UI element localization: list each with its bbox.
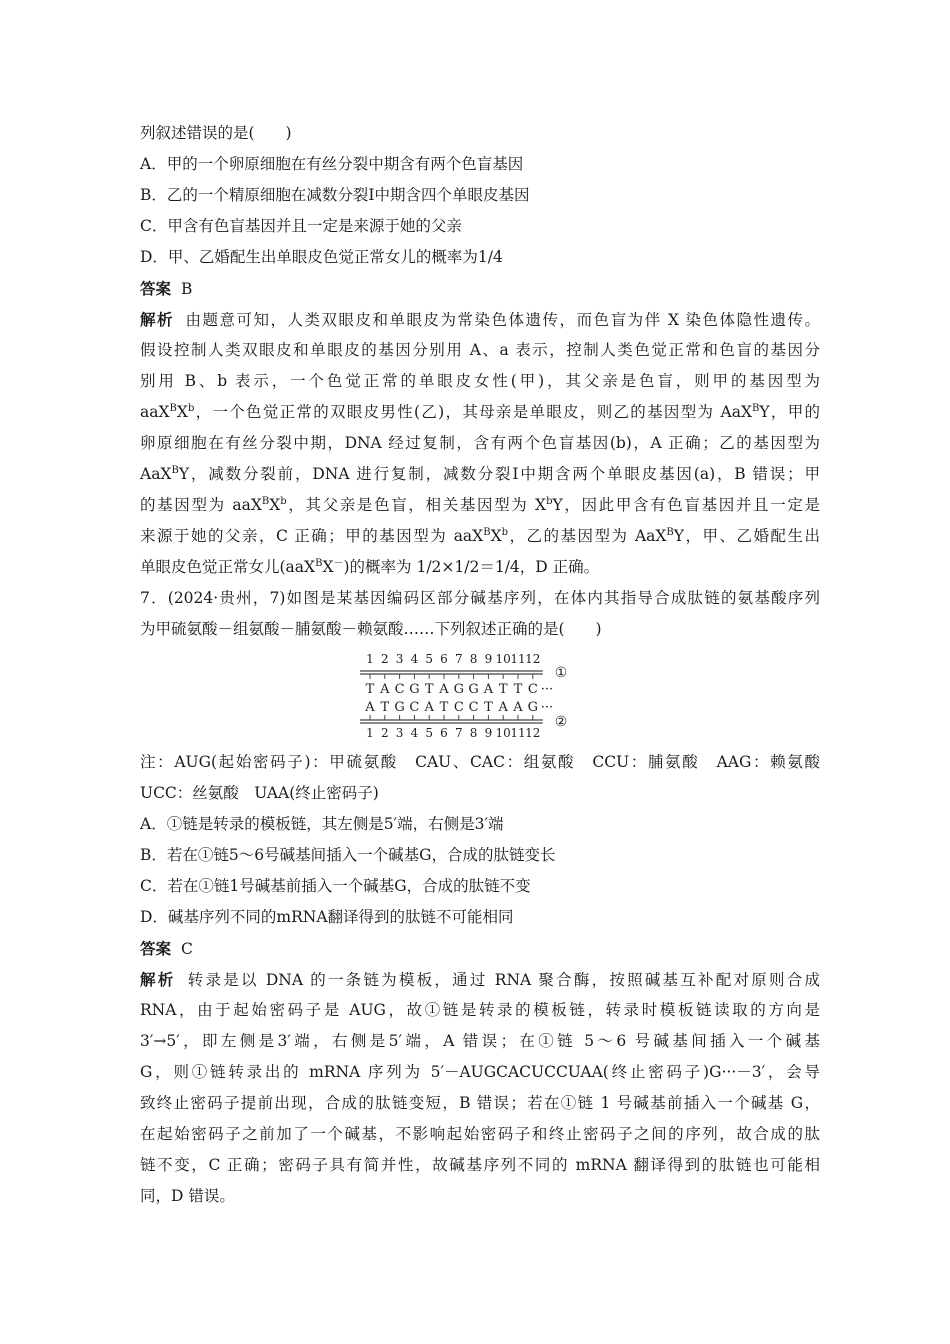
q7-note-line-1: 注：AUG(起始密码子)：甲硫氨酸 CAU、CAC：组氨酸 CCU：脯氨酸 AAG：赖氨酸 bbox=[140, 753, 820, 771]
strand-2-base: A bbox=[498, 700, 508, 715]
strand-2-base: T bbox=[484, 700, 493, 715]
document-page bbox=[140, 118, 820, 1212]
strand-2-base: G bbox=[394, 700, 405, 715]
q7-analysis-line-6: 在起始密码子之前加了一个碱基，不影响起始密码子和终止密码子之间的序列，故合成的肽 bbox=[140, 1125, 820, 1143]
strand-1-base: A bbox=[439, 682, 449, 697]
strand-1-base: T bbox=[498, 682, 508, 697]
strand-1-base: T bbox=[424, 682, 434, 697]
position-number: 2 bbox=[380, 726, 389, 740]
strand-2-label: ② bbox=[554, 714, 568, 730]
q7-option-a: A．①链是转录的模板链，其左侧是5′端，右侧是3′端 bbox=[140, 815, 504, 833]
strand-1-base: A bbox=[483, 682, 494, 697]
q6-answer bbox=[140, 273, 820, 304]
answer-value: B bbox=[181, 280, 193, 298]
dna-strands-figure bbox=[360, 649, 610, 743]
q6-option-b: B．乙的一个精原细胞在减数分裂Ⅰ中期含四个单眼皮基因 bbox=[140, 186, 530, 204]
q6-analysis-line-3: 别用 B、b 表示，一个色觉正常的单眼皮女性(甲)，其父亲是色盲，则甲的基因型为 bbox=[140, 372, 820, 390]
position-number: 12 bbox=[525, 726, 541, 740]
strand-1-base: G bbox=[468, 682, 479, 697]
q6-analysis-line-6: AaX$^B$Y，减数分裂前，DNA 进行复制，减数分裂Ⅰ中期含两个单眼皮基因(a)，B 错误；甲 bbox=[140, 464, 820, 483]
q6-analysis-line-2: 假设控制人类双眼皮和单眼皮的基因分别用 A、a 表示，控制人类色觉正常和色盲的基因分 bbox=[140, 341, 820, 359]
strand-2-base: C bbox=[468, 700, 479, 715]
q7-option-b: B．若在①链5～6号碱基间插入一个碱基G，合成的肽链变长 bbox=[140, 846, 556, 864]
q6-analysis-line-4: $aaX^BX^b$，一个色觉正常的双眼皮男性(乙)，其母亲是单眼皮，则乙的基因型为 AaX$^B$Y，甲的 bbox=[140, 402, 821, 421]
position-number: 8 bbox=[469, 726, 478, 740]
dna-sequence-diagram bbox=[140, 649, 820, 743]
q7-analysis-line-8: 同，D 错误。 bbox=[140, 1187, 235, 1205]
q7-analysis-line-2: RNA，由于起始密码子是 AUG，故①链是转录的模板链，转录时模板链读取的方向是 bbox=[140, 1001, 820, 1019]
strand-2-base: A bbox=[365, 700, 375, 715]
position-number: 10 bbox=[495, 726, 511, 740]
position-number: 9 bbox=[484, 726, 493, 740]
position-number: 5 bbox=[425, 652, 434, 666]
answer-value: C bbox=[181, 940, 193, 958]
position-number: 3 bbox=[395, 726, 404, 740]
q6-analysis-line-5: 卵原细胞在有丝分裂中期，DNA 经过复制，含有两个色盲基因(b)，A 正确；乙的基因型为 bbox=[140, 434, 820, 452]
strand-1-base: A bbox=[380, 682, 390, 697]
position-number: 1 bbox=[366, 726, 374, 740]
strand-1-base: C bbox=[394, 682, 405, 697]
position-number: 5 bbox=[425, 726, 434, 740]
strand-2-base: C bbox=[453, 700, 464, 715]
strand-1-ellipsis: ··· bbox=[540, 682, 554, 697]
strand-1-label: ① bbox=[554, 665, 568, 681]
position-number: 3 bbox=[395, 652, 404, 666]
q6-stem-tail: 列叙述错误的是( ) bbox=[140, 124, 292, 142]
q7-option-c: C．若在①链1号碱基前插入一个碱基G，合成的肽链不变 bbox=[140, 877, 531, 895]
position-number: 6 bbox=[440, 652, 448, 666]
strand-1-base: G bbox=[453, 682, 464, 697]
q7-analysis-line-1: 解析 转录是以 DNA 的一条链为模板，通过 RNA 聚合酶，按照碱基互补配对原则合成 bbox=[140, 970, 820, 989]
strand-2-base: A bbox=[424, 700, 434, 715]
strand-1-base: T bbox=[513, 682, 523, 697]
position-number: 9 bbox=[484, 652, 493, 666]
position-number: 11 bbox=[510, 726, 526, 740]
position-number: 7 bbox=[454, 652, 463, 666]
analysis-label: 解析 bbox=[140, 310, 175, 329]
q7-note-line-2: UCC：丝氨酸 UAA(终止密码子) bbox=[140, 784, 379, 802]
q7-stem-line-2: 为甲硫氨酸－组氨酸－脯氨酸－赖氨酸……下列叙述正确的是( ) bbox=[140, 620, 602, 638]
strand-1-base: C bbox=[527, 682, 538, 697]
q6-option-d: D．甲、乙婚配生出单眼皮色觉正常女儿的概率为1/4 bbox=[140, 248, 503, 266]
analysis-label: 解析 bbox=[140, 970, 176, 989]
q7-analysis-line-5: 致终止密码子提前出现，合成的肽链变短，B 错误；若在①链 1 号碱基前插入一个碱基 G， bbox=[140, 1094, 820, 1112]
position-number: 4 bbox=[410, 726, 419, 740]
position-number: 12 bbox=[525, 652, 541, 666]
strand-1-base: T bbox=[365, 682, 375, 697]
q6-option-c: C．甲含有色盲基因并且一定是来源于她的父亲 bbox=[140, 217, 462, 235]
q6-analysis-line-7: 的基因型为 $aaX^BX^b$，其父亲是色盲，相关基因型为 $X^bY$，因此甲含有色盲基因并且一定是 bbox=[140, 495, 820, 514]
position-number: 11 bbox=[510, 652, 526, 666]
position-number: 1 bbox=[366, 652, 374, 666]
q6-analysis-line-8: 来源于她的父亲，C 正确；甲的基因型为 $aaX^BX^b$，乙的基因型为 AaX$^B$Y，甲、乙婚配生出 bbox=[140, 526, 821, 545]
strand-2-base: C bbox=[409, 700, 420, 715]
strand-2-base: A bbox=[513, 700, 523, 715]
position-number: 6 bbox=[440, 726, 448, 740]
position-number: 4 bbox=[410, 652, 419, 666]
q7-answer bbox=[140, 933, 820, 964]
q7-analysis-line-7: 链不变，C 正确；密码子具有简并性，故碱基序列不同的 mRNA 翻译得到的肽链也可能相 bbox=[140, 1156, 820, 1174]
q7-option-d: D．碱基序列不同的mRNA翻译得到的肽链不可能相同 bbox=[140, 908, 514, 926]
position-number: 8 bbox=[469, 652, 478, 666]
strand-2-ellipsis: ··· bbox=[540, 700, 554, 715]
q7-analysis-line-4: G，则①链转录出的 mRNA 序列为 5′－AUGCACUCCUAA(终止密码子)G···－3′，会导 bbox=[140, 1063, 820, 1081]
strand-2-base: T bbox=[439, 700, 449, 715]
q6-analysis-line-1: 解析 由题意可知，人类双眼皮和单眼皮为常染色体遗传，而色盲为伴 X 染色体隐性遗传。 bbox=[140, 310, 820, 329]
position-number: 10 bbox=[495, 652, 511, 666]
q7-analysis-line-3: 3′→5′，即左侧是3′端，右侧是5′端，A 错误；在①链 5～6 号碱基间插入一个碱基 bbox=[140, 1032, 820, 1050]
q6-analysis-line-9: 单眼皮色觉正常女儿(aaX$^B$X－)的概率为 1/2×1/2＝1/4，D 正确。 bbox=[140, 557, 600, 576]
position-number: 2 bbox=[380, 652, 389, 666]
position-number: 7 bbox=[454, 726, 463, 740]
answer-label: 答案 bbox=[140, 939, 172, 958]
strand-1-base: G bbox=[409, 682, 420, 697]
q7-stem-line-1: 7．(2024·贵州，7)如图是某基因编码区部分碱基序列，在体内其指导合成肽链的氨基酸序列 bbox=[140, 589, 820, 607]
q6-option-a: A．甲的一个卵原细胞在有丝分裂中期含有两个色盲基因 bbox=[140, 155, 524, 173]
answer-label: 答案 bbox=[140, 279, 172, 298]
strand-2-base: G bbox=[527, 700, 538, 715]
strand-2-base: T bbox=[380, 700, 390, 715]
